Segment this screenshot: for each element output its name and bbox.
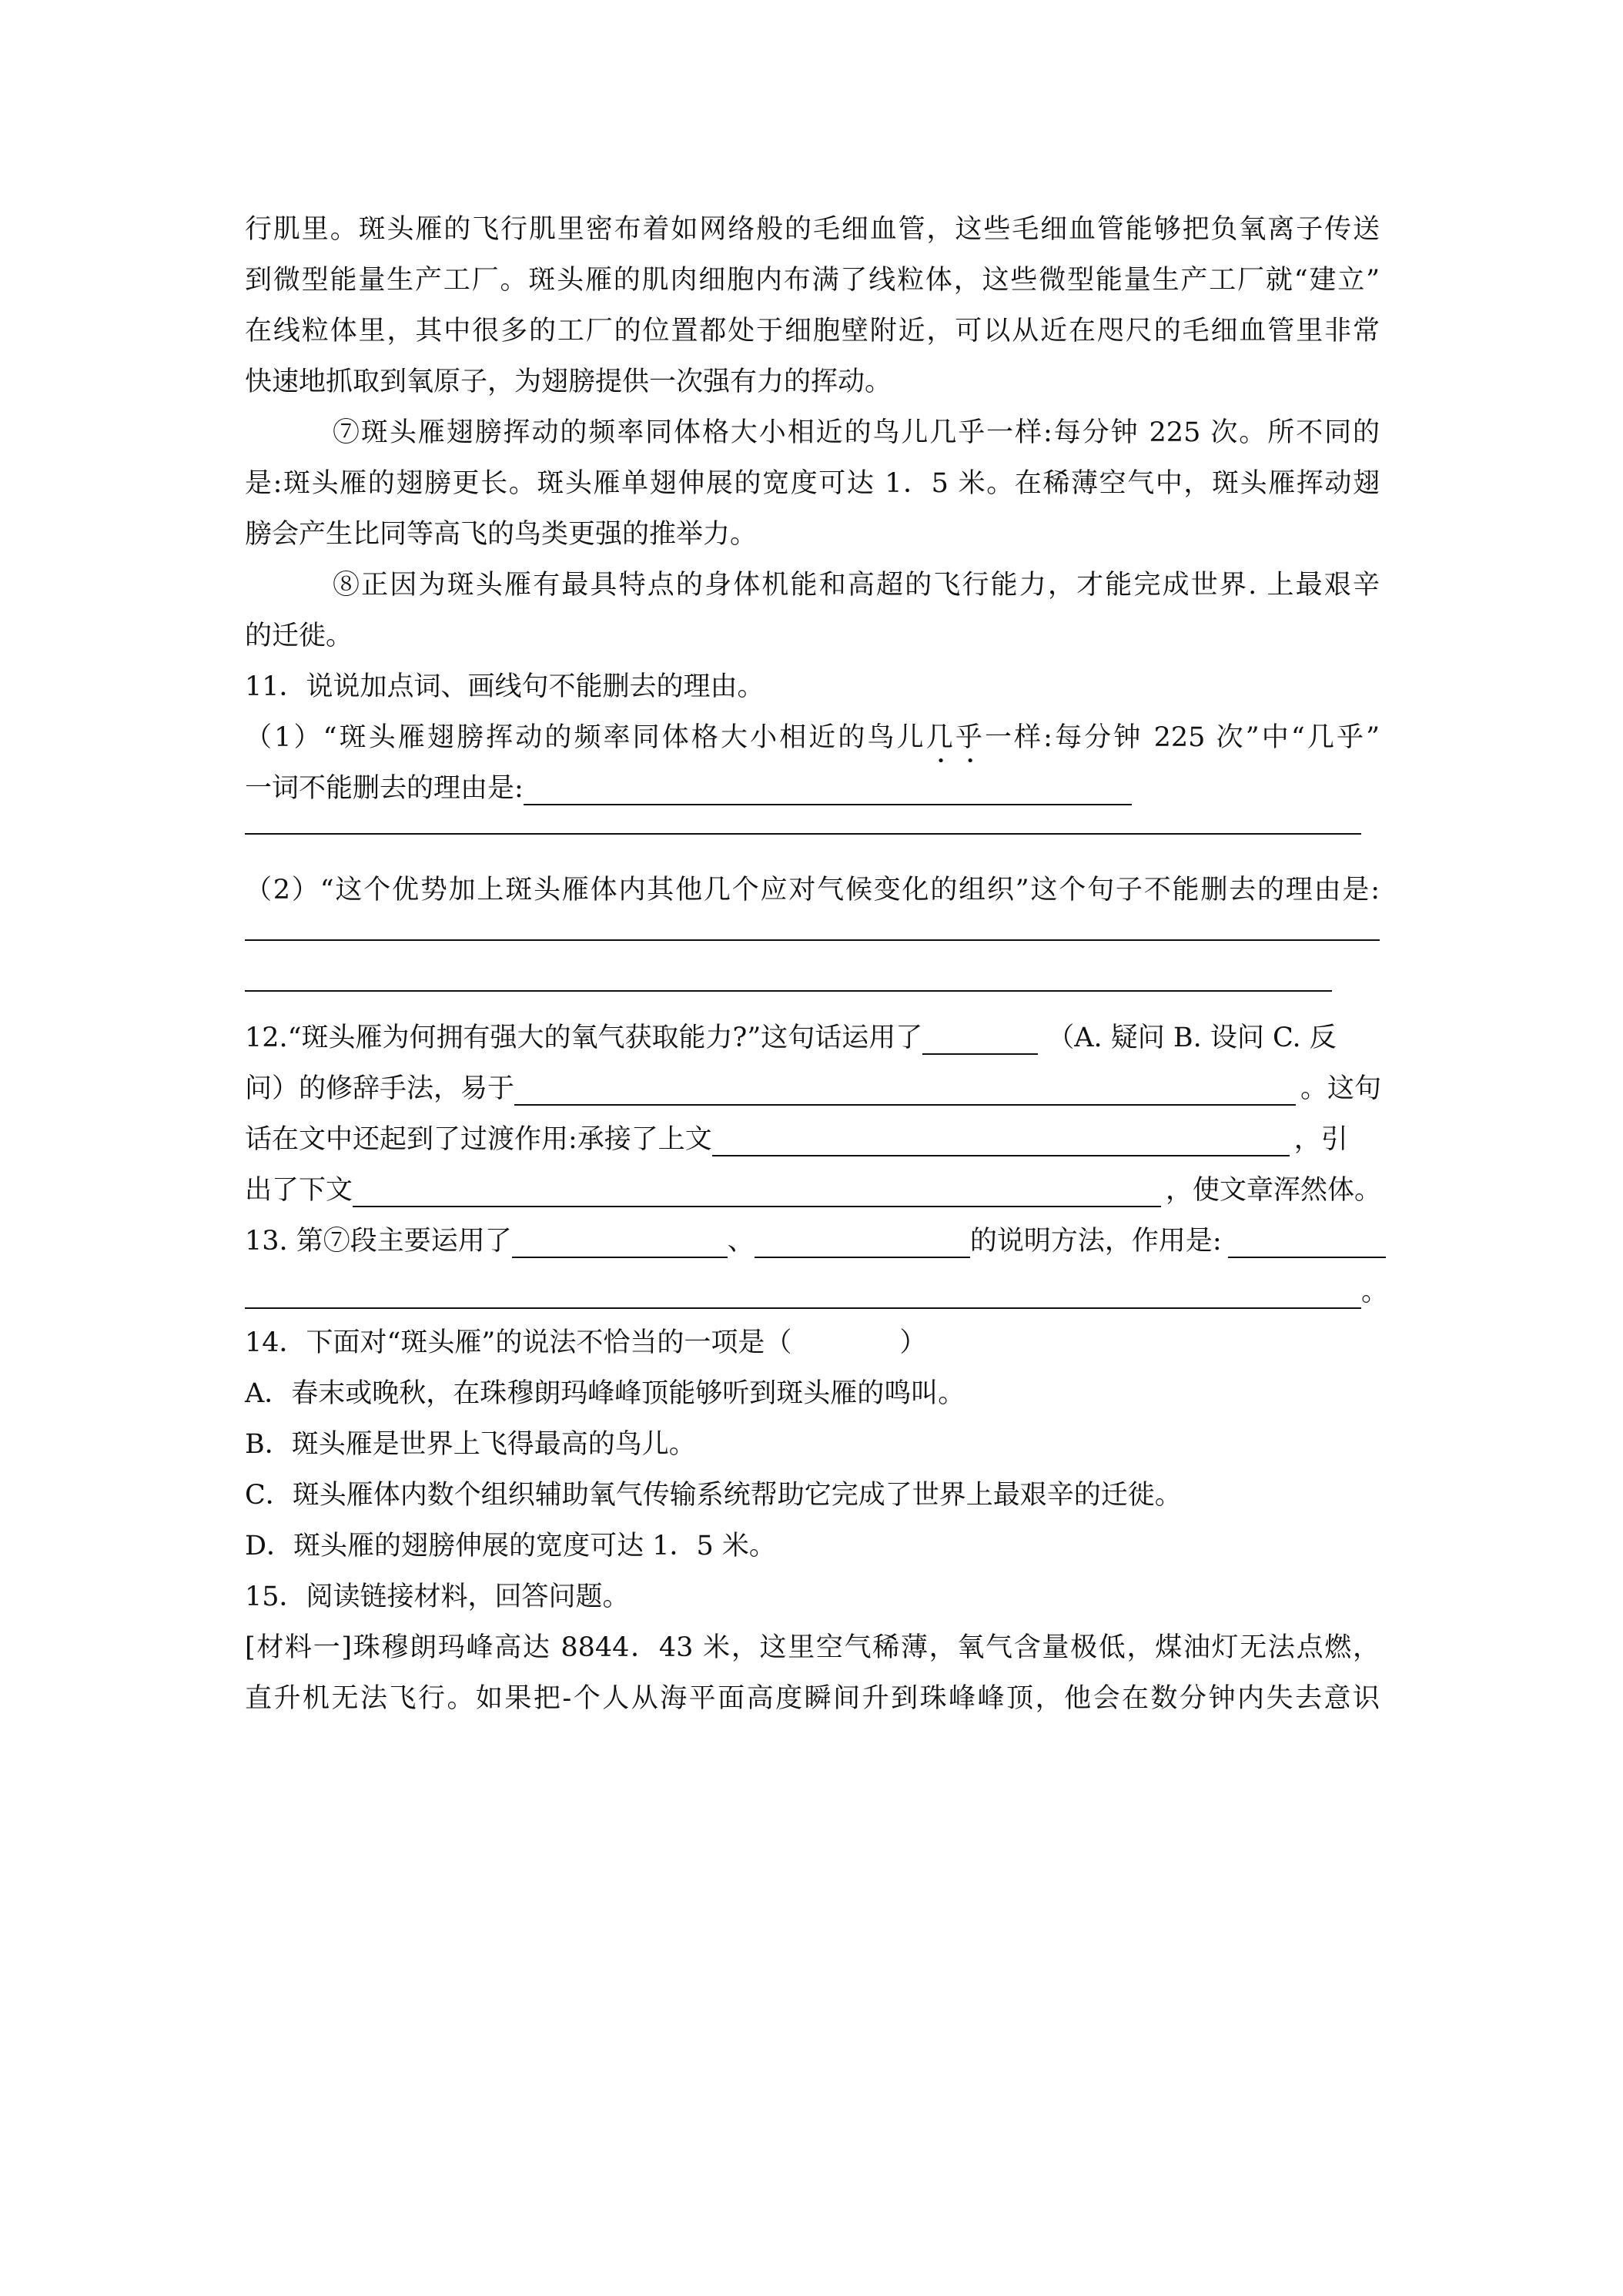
answer-line[interactable] bbox=[245, 939, 1380, 941]
answer-blank[interactable] bbox=[514, 1078, 1296, 1106]
q11-sub1-text-end: 一样:每分钟 225 次”中“几乎” bbox=[984, 722, 1380, 753]
q12-text: 问）的修辞手法，易于 bbox=[245, 1073, 515, 1104]
option-c[interactable]: C．斑头雁体内数个组织辅助氧气传输系统帮助它完成了世界上最艰辛的迁徙。 bbox=[245, 1480, 1182, 1511]
paragraph-line: ⑧正因为斑头雁有最具特点的身体机能和高超的飞行能力，才能完成世界. 上最艰辛 bbox=[333, 570, 1380, 601]
q13-text: 。 bbox=[1361, 1277, 1389, 1307]
answer-blank[interactable] bbox=[524, 778, 1132, 805]
q13-text: 13. 第⑦段主要运用了 bbox=[245, 1226, 512, 1257]
option-b[interactable]: B．斑头雁是世界上飞得最高的鸟儿。 bbox=[245, 1429, 696, 1460]
q13-text: 、 bbox=[727, 1226, 755, 1257]
question-12-line4 bbox=[245, 1173, 1380, 1207]
q12-text: ，使文章浑然体。 bbox=[1166, 1175, 1382, 1206]
question-11-sub1 bbox=[245, 721, 1380, 769]
paragraph-line: 的迁徙。 bbox=[245, 621, 353, 651]
question-12-line3 bbox=[245, 1123, 1380, 1156]
answer-blank[interactable] bbox=[512, 1230, 728, 1258]
option-a[interactable]: A．春末或晚秋，在珠穆朗玛峰峰顶能够听到斑头雁的鸣叫。 bbox=[245, 1378, 965, 1409]
paragraph-line: 到微型能量生产工厂。斑头雁的肌肉细胞内布满了线粒体，这些微型能量生产工厂就“建立” bbox=[245, 265, 1380, 296]
question-11-sub1-line2 bbox=[245, 771, 1380, 805]
q12-text: 出了下文 bbox=[245, 1175, 353, 1206]
question-12-line2 bbox=[245, 1072, 1380, 1106]
option-d[interactable]: D．斑头雁的翅膀伸展的宽度可达 1．5 米。 bbox=[245, 1531, 776, 1561]
q12-text: 。这句 bbox=[1300, 1073, 1382, 1104]
q12-options: （A. 疑问 B. 设问 C. 反 bbox=[1047, 1022, 1337, 1053]
paragraph-line: 膀会产生比同等高飞的鸟类更强的推举力。 bbox=[245, 519, 758, 550]
q12-text: 话在文中还起到了过渡作用:承接了上文 bbox=[245, 1124, 712, 1155]
answer-blank[interactable] bbox=[1228, 1230, 1386, 1258]
question-12-line1 bbox=[245, 1021, 1380, 1055]
paragraph-line: 是:斑头雁的翅膀更长。斑头雁单翅伸展的宽度可达 1．5 米。在稀薄空气中，斑头雁挥动翅 bbox=[245, 468, 1380, 499]
question-15-title: 15．阅读链接材料，回答问题。 bbox=[245, 1581, 630, 1612]
answer-blank[interactable] bbox=[353, 1180, 1161, 1207]
q11-answer-prompt: 一词不能删去的理由是: bbox=[245, 773, 524, 804]
paragraph-line: ⑦斑头雁翅膀挥动的频率同体格大小相近的鸟儿几乎一样:每分钟 225 次。所不同的 bbox=[333, 417, 1380, 448]
question-13-line1 bbox=[245, 1224, 1380, 1258]
answer-blank[interactable] bbox=[755, 1230, 970, 1258]
material-line: [材料一]珠穆朗玛峰高达 8844．43 米，这里空气稀薄，氧气含量极低，煤油灯无法点燃， bbox=[245, 1632, 1380, 1663]
answer-line[interactable] bbox=[245, 990, 1332, 992]
question-11-sub2: （2）“这个优势加上斑头雁体内其他几个应对气候变化的组织”这个句子不能删去的理由是: bbox=[245, 875, 1380, 905]
paragraph-line: 行肌里。斑头雁的飞行肌里密布着如网络般的毛细血管，这些毛细血管能够把负氧离子传送 bbox=[245, 214, 1380, 245]
question-13-line2 bbox=[245, 1275, 1389, 1309]
paragraph-line: 快速地抓取到氧原子，为翅膀提供一次强有力的挥动。 bbox=[245, 366, 892, 397]
paragraph-line: 在线粒体里，其中很多的工厂的位置都处于细胞壁附近，可以从近在咫尺的毛细血管里非常 bbox=[245, 316, 1380, 346]
answer-line[interactable] bbox=[245, 833, 1361, 835]
q12-text: ，引 bbox=[1293, 1124, 1348, 1155]
question-14-title: 14．下面对“斑头雁”的说法不恰当的一项是（ ） bbox=[245, 1327, 927, 1358]
dotted-word: 几乎 bbox=[925, 722, 985, 753]
q12-text: 12.“斑头雁为何拥有强大的氧气获取能力?”这句话运用了 bbox=[245, 1022, 923, 1053]
material-line: 直升机无法飞行。如果把-个人从海平面高度瞬间升到珠峰峰顶，他会在数分钟内失去意识 bbox=[245, 1683, 1380, 1714]
answer-blank[interactable] bbox=[922, 1027, 1038, 1055]
question-11-title: 11．说说加点词、画线句不能删去的理由。 bbox=[245, 671, 765, 702]
answer-blank[interactable] bbox=[712, 1129, 1290, 1156]
q11-sub1-text: （1）“斑头雁翅膀挥动的频率同体格大小相近的鸟儿 bbox=[245, 722, 926, 753]
answer-blank[interactable] bbox=[245, 1281, 1361, 1309]
q13-text: 的说明方法，作用是: bbox=[969, 1226, 1222, 1257]
